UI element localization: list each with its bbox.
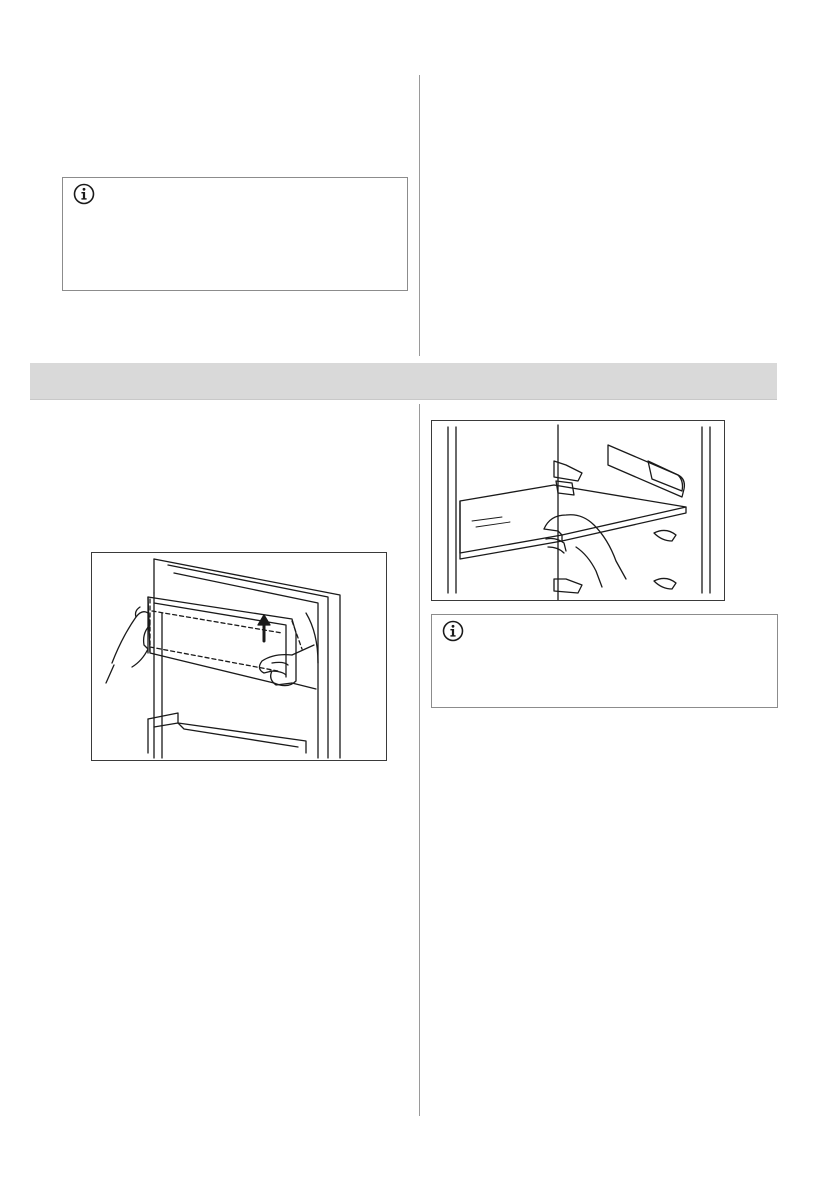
info-icon: [73, 183, 95, 205]
section-header-bar: [30, 363, 777, 400]
info-icon: [442, 620, 464, 642]
column-divider-top: [419, 75, 420, 356]
glass-shelf-illustration: [431, 420, 725, 601]
column-divider-bottom: [419, 404, 420, 1116]
info-note-top: [62, 177, 408, 291]
info-note-bottom: [431, 614, 778, 708]
door-shelf-illustration: [91, 552, 387, 761]
